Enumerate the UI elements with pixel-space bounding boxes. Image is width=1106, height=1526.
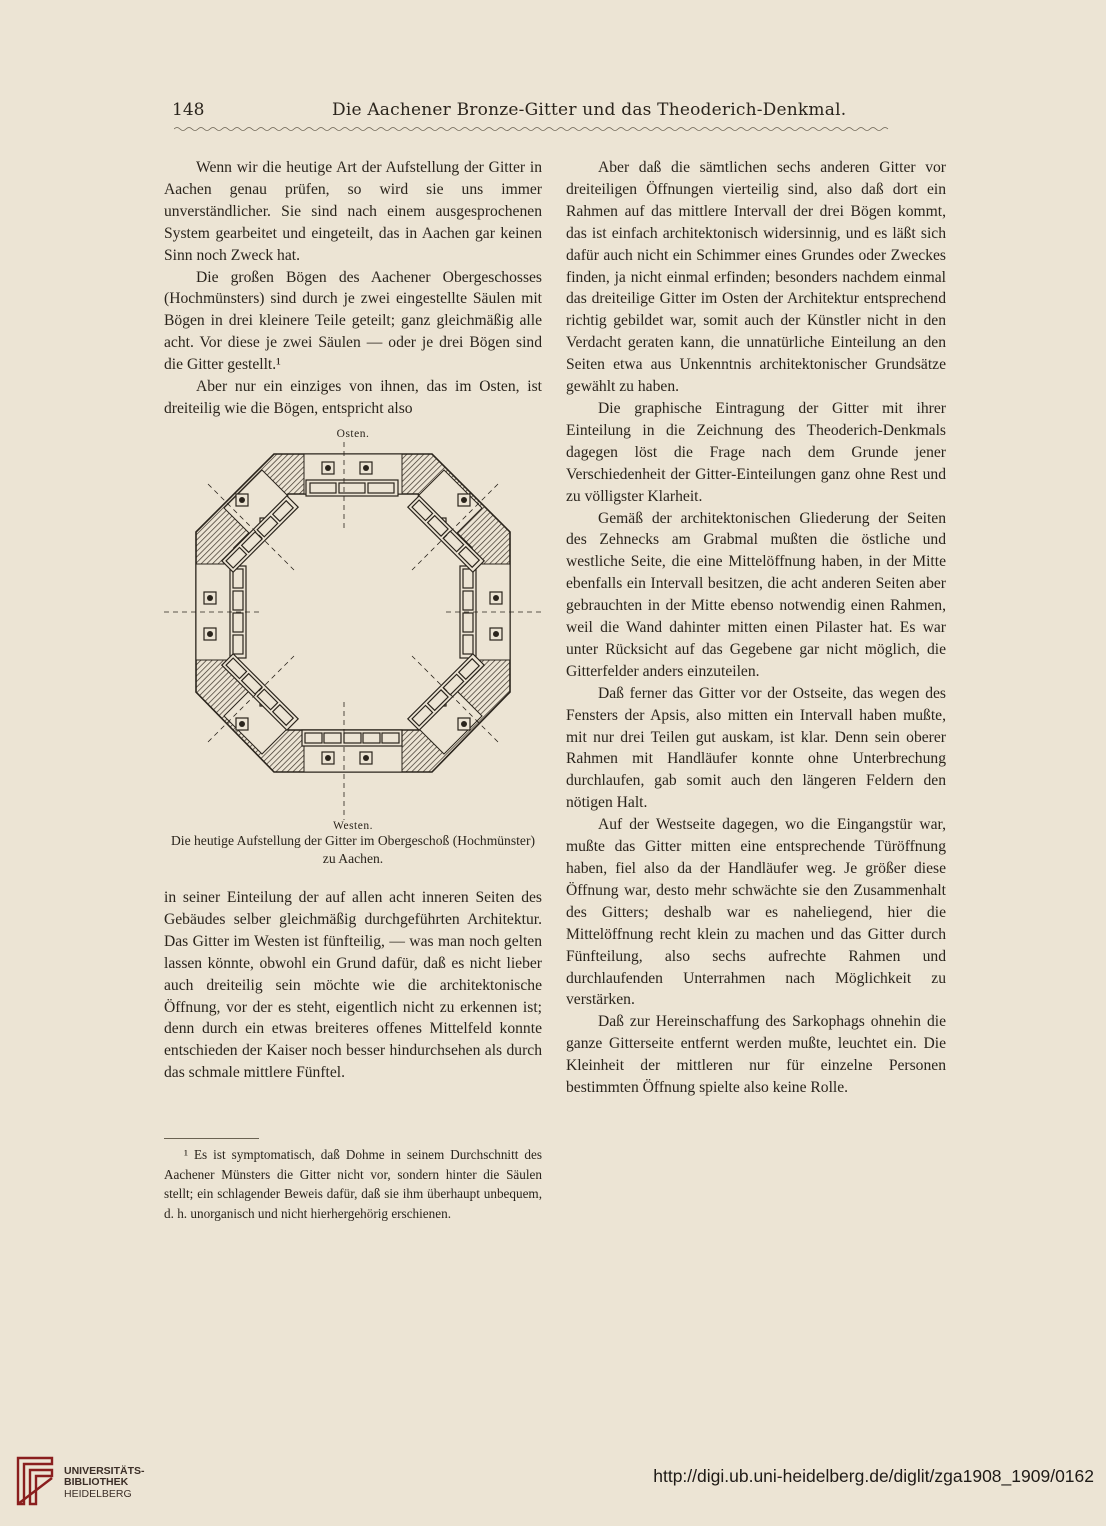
paragraph: Wenn wir die heutige Art der Aufstellung der Gitter in Aachen genau prüfen, so wird sie uns immer unverständlicher. Sie sind nach einem ausgesprochenen System gearbeitet und eingeteilt, das in Aachen gar keinen Sinn noch Zweck hat. [164,159,542,264]
paragraph: Die graphische Eintragung der Gitter mit ihrer Einteilung in die Zeichnung des Theoderich-Denkmals dagegen löst die Frage nach dem Grunde jener Verschiedenheit der Gitter-Einteilungen ganz ohne Rest und zu völligster Klarheit. [566,399,946,505]
library-line-2: BIBLIOTHEK [64,1476,129,1489]
footnote-rule [164,1138,259,1139]
source-url[interactable]: http://digi.ub.uni-heidelberg.de/diglit/zga1908_1909/0162 [653,1466,1094,1486]
figure-octagon-plan [164,428,542,868]
page-header [172,100,942,126]
library-line-1: UNIVERSITÄTS- [64,1465,145,1477]
header-rule [174,126,944,132]
paragraph: Daß ferner das Gitter vor der Ostseite, das wegen des Fensters der Apsis, also mitten ein Intervall haben mußte, mit nur drei Teilen gut auskam, ist klar. Denn sein oberer Rahmen mit Handläufer konnte ohne Unterbrechung durchlaufen, gab somit auch den längeren Feldern den nötigen Halt. [566,684,946,812]
paragraph: Aber nur ein einziges von ihnen, das im Osten, ist dreiteilig wie die Bögen, entspricht also [164,378,542,417]
figure-caption: Die heutige Aufstellung der Gitter im Obergeschoß (Hochmünster) zu Aachen. [170,833,536,866]
page-number: 148 [172,100,205,120]
footnote [164,1145,542,1223]
figure-label-east: Osten. [336,428,370,440]
octagon-plan-drawing [164,442,542,820]
paragraph: Die großen Bögen des Aachener Obergeschosses (Hochmünsters) sind durch je zwei eingestellte Säulen mit Bögen in drei kleinere Teile geteilt; ganz gleichmäßig alle acht. Vor diese je zwei Säulen — oder je drei Bögen sind die Gitter gestellt.¹ [164,268,542,374]
library-line-3: HEIDELBERG [64,1487,132,1500]
paragraph: Daß zur Hereinschaffung des Sarkophags ohnehin die ganze Gitterseite entfernt werden mußte, leuchtet ein. Die Kleinheit der mittleren nur für einzelne Personen bestimmten Öffnung spielte also keine Rolle. [566,1013,946,1097]
paragraph: Auf der Westseite dagegen, wo die Eingangstür war, mußte das Gitter mitten eine entsprechende Türöffnung haben, fiel also da der Handläufer weg. Je größer diese Öffnung war, desto mehr schwächte sie den Zusammenhalt des Gitters; deshalb war es naheliegend, hier die Mittelöffnung recht klein zu machen und das Gitter durch Fünfteilung, also sechs aufrechte Rahmen und durchlaufenden Unterrahmen nach Möglichkeit zu verstärken. [566,816,946,1009]
left-column-bottom [164,887,542,1084]
paragraph: Gemäß der architektonischen Gliederung der Seiten des Zehnecks am Grabmal mußten die östliche und westliche Seite, die eine Mittelöffnung haben, in der Mitte ebenfalls ein Intervall besitzen, die acht anderen Seiten aber gebrauchten in der Mitte ebenso notwendig einen Rahmen, weil die Wand dahinter mitten einen Pilaster hat. Es war unter Rücksicht auf das Gegebene gar nicht möglich, die Gitterfelder anders einzuteilen. [566,509,946,680]
right-column [566,157,946,1099]
footnote-text: ¹ Es ist symptomatisch, daß Dohme in seinem Durchschnitt des Aachener Münsters die Gitter nicht vor, sondern hinter die Säulen stellt; ein schlagender Beweis dafür, daß sie ihm überhaupt unbequem, d. h. unorganisch und nicht hierhergehörig erschienen. [164,1147,542,1221]
library-name [64,1466,145,1500]
library-logo-icon [12,1454,58,1510]
paragraph: in seiner Einteilung der auf allen acht inneren Seiten des Gebäudes selber gleichmäßig durchgeführten Architektur. Das Gitter im Westen ist fünfteilig, — was man noch gelten lassen könnte, obwohl ein Grund dafür, daß es nicht lieber auch dreiteilig sein möchte wie die architektonische Öffnung, vor der es steht, eigentlich nicht zu erkennen ist; denn durch ein etwas breiteres offenes Mittelfeld konnte entschieden der Kaiser noch besser hindurchsehen als durch das schmale mittlere Fünftel. [164,889,542,1082]
figure-label-west: Westen. [333,820,373,832]
paragraph: Aber daß die sämtlichen sechs anderen Gitter vor dreiteiligen Öffnungen vierteilig sind, also daß dort ein Rahmen auf das mittlere Intervall der drei Bögen kommt, das ist einfach architektonisch widersinnig, und es läßt sich dafür auch nicht ein Schimmer eines Grundes oder Zweckes finden, ja nicht einmal erfinden; besonders nachdem einmal das dreiteilige Gitter im Osten der Architektur entsprechend richtig gebildet war, somit auch der Künstler nicht in den Verdacht geraten kann, die unnatürliche Einteilung an den Seiten etwa aus Unkenntnis architektonischer Grundsätze gewählt zu haben. [566,159,946,396]
running-title: Die Aachener Bronze-Gitter und das Theoderich-Denkmal. [332,100,847,120]
left-column-top [164,157,542,420]
